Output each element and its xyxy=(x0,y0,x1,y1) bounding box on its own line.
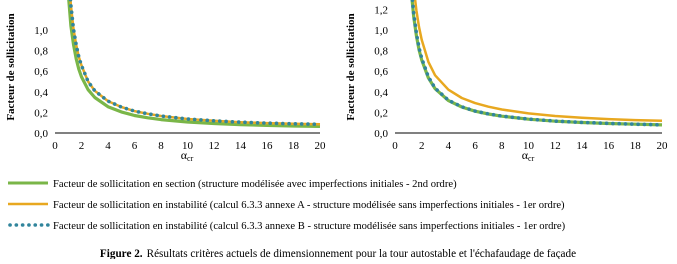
x-tick-label: 4 xyxy=(445,140,452,152)
x-tick-label: 2 xyxy=(78,140,85,152)
x-ticks xyxy=(52,140,326,152)
y-tick-label: 0,0 xyxy=(374,128,388,140)
x-tick-label: 20 xyxy=(314,140,326,152)
y-tick-label: 0,4 xyxy=(34,86,48,99)
series-line-annexe-a xyxy=(408,0,662,121)
x-tick-label: 2 xyxy=(418,140,425,152)
x-tick-label: 12 xyxy=(549,140,561,152)
x-tick-label: 20 xyxy=(656,140,668,152)
series-line-section xyxy=(408,0,662,125)
series-line-section xyxy=(68,0,320,126)
y-ticks xyxy=(34,25,48,140)
x-ticks xyxy=(392,140,668,152)
x-tick-label: 8 xyxy=(499,140,505,152)
y-axis-label: Facteur de sollicitation xyxy=(345,13,357,121)
y-tick-label: 0,2 xyxy=(374,107,388,120)
y-tick-label: 0,6 xyxy=(34,66,48,79)
x-tick-label: 0 xyxy=(392,140,398,152)
y-tick-label: 0,2 xyxy=(34,107,48,120)
x-tick-label: 8 xyxy=(158,140,164,152)
series-group xyxy=(408,0,662,125)
figure-caption: Figure 2. Résultats critères actuels de dimensionnement pour la tour autostable et l'échafaudage de façade xyxy=(99,248,577,259)
x-tick-label: 16 xyxy=(261,140,273,152)
x-tick-label: 4 xyxy=(105,140,111,152)
x-tick-label: 12 xyxy=(208,140,220,152)
y-tick-label: 1,0 xyxy=(34,25,48,37)
x-tick-label: 18 xyxy=(288,140,299,152)
y-axis-label: Facteur de sollicitation xyxy=(5,13,17,121)
x-tick-label: 14 xyxy=(576,140,588,152)
x-axis-label: αcr xyxy=(521,148,535,163)
legend-label-annexe-a: Facteur de sollicitation en instabilité (calcul 6.3.3 annexe A - structure modélisée sans imperfections initiales - 1er ordre) xyxy=(53,200,565,211)
y-tick-label: 0,6 xyxy=(374,66,388,79)
x-tick-label: 6 xyxy=(472,140,478,152)
x-axis-label: αcr xyxy=(180,148,194,163)
x-tick-label: 10 xyxy=(182,140,193,152)
series-line-annexe-b xyxy=(408,0,662,125)
y-tick-label: 0,4 xyxy=(374,86,388,99)
x-tick-label: 10 xyxy=(523,140,534,152)
x-tick-label: 6 xyxy=(131,140,138,152)
y-tick-label: 1,0 xyxy=(374,25,388,37)
y-tick-label: 0,8 xyxy=(374,45,388,58)
y-tick-label: 0,0 xyxy=(34,128,48,140)
legend-label-annexe-b: Facteur de sollicitation en instabilité (calcul 6.3.3 annexe B - structure modélisée sans imperfections initiales - 1er ordre) xyxy=(53,221,566,232)
x-tick-label: 16 xyxy=(603,140,615,152)
y-tick-label: 1,2 xyxy=(374,4,388,17)
x-tick-label: 0 xyxy=(52,140,58,152)
chart-right xyxy=(345,0,668,163)
y-tick-label: 0,8 xyxy=(34,45,48,58)
series-group xyxy=(68,0,320,126)
y-ticks xyxy=(374,4,388,140)
x-tick-label: 18 xyxy=(629,140,641,152)
legend-label-section: Facteur de sollicitation en section (structure modélisée avec imperfections initiales - 2nd ordre) xyxy=(53,179,457,190)
legend xyxy=(8,179,566,232)
chart-left xyxy=(5,0,326,163)
x-tick-label: 14 xyxy=(235,140,246,152)
